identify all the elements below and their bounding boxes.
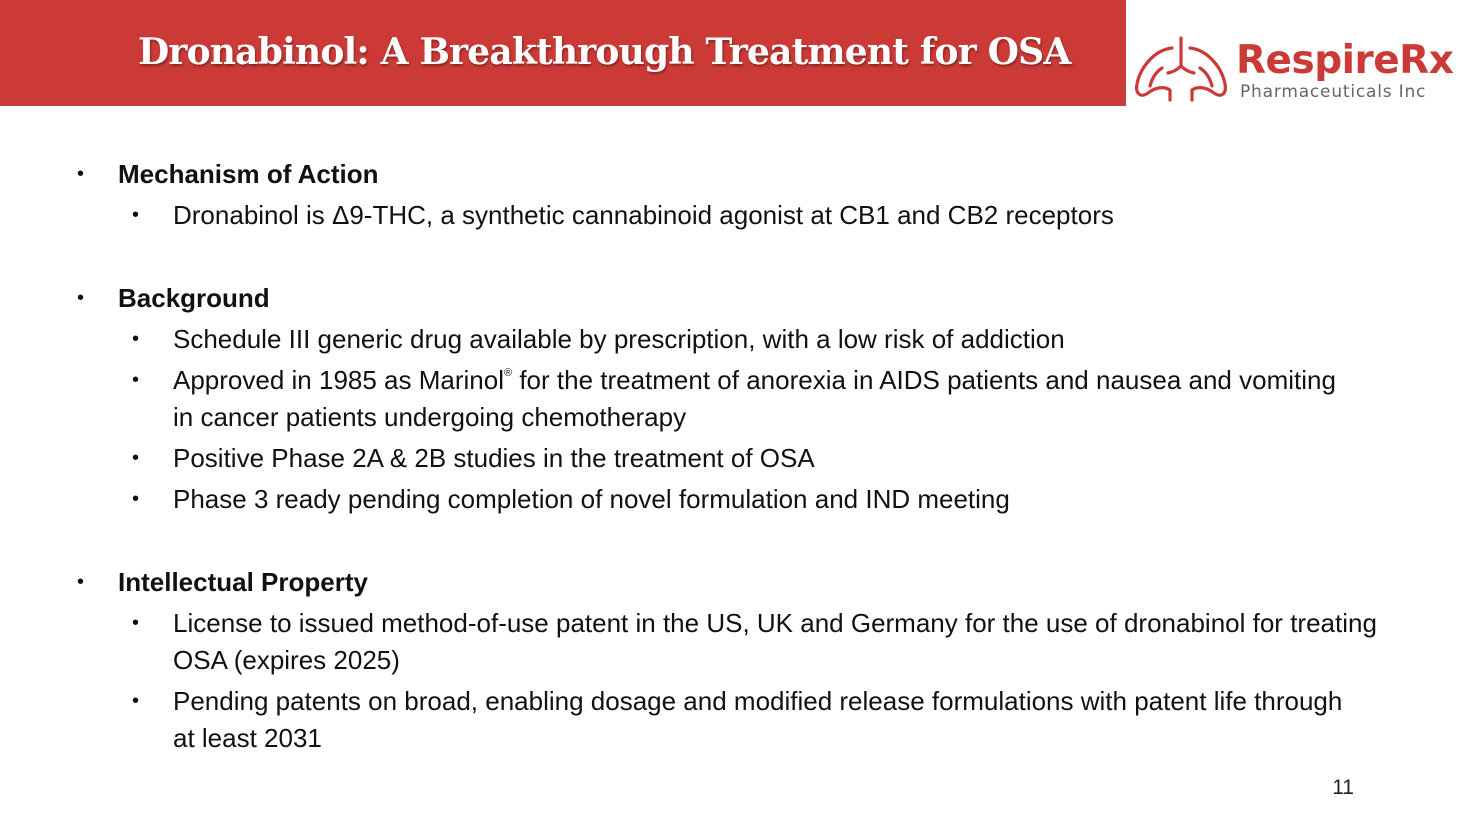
list-item bbox=[173, 362, 1353, 436]
bullet-icon: • bbox=[132, 488, 140, 510]
list-item-text-continued: for the treatment of anorexia in AIDS patients and nausea and vomiting in cancer patients undergoing chemotherapy bbox=[173, 365, 1336, 432]
registered-mark: ® bbox=[503, 367, 513, 379]
slide-title: Dronabinol: A Breakthrough Treatment for OSA bbox=[138, 31, 1071, 73]
bullet-icon: • bbox=[132, 612, 140, 634]
list-item-text: Approved in 1985 as Marinol bbox=[173, 365, 504, 395]
bullet-icon: • bbox=[132, 447, 140, 469]
list-item: Positive Phase 2A & 2B studies in the treatment of OSA bbox=[173, 443, 815, 473]
section-heading-mechanism: Mechanism of Action bbox=[118, 159, 379, 189]
bullet-icon: • bbox=[77, 163, 85, 185]
list-item: Phase 3 ready pending completion of novel formulation and IND meeting bbox=[173, 484, 1010, 514]
brand-name: RespireRx bbox=[1236, 38, 1454, 83]
section-heading-background: Background bbox=[118, 283, 270, 313]
page-number: 11 bbox=[1332, 776, 1354, 799]
brand-subtitle: Pharmaceuticals Inc bbox=[1240, 82, 1427, 102]
bullet-icon: • bbox=[77, 571, 85, 593]
bullet-icon: • bbox=[132, 369, 140, 391]
bullet-icon: • bbox=[132, 204, 140, 226]
bullet-icon: • bbox=[132, 328, 140, 350]
bullet-icon: • bbox=[77, 287, 85, 309]
list-item: Pending patents on broad, enabling dosage and modified release formulations with patent life through at least 2031 bbox=[173, 686, 1343, 753]
bullet-icon: • bbox=[132, 690, 140, 712]
list-item: Dronabinol is Δ9-THC, a synthetic cannabinoid agonist at CB1 and CB2 receptors bbox=[173, 200, 1114, 230]
list-item: License to issued method-of-use patent in the US, UK and Germany for the use of dronabinol for treating OSA (expires 2025) bbox=[173, 608, 1377, 675]
section-heading-ip: Intellectual Property bbox=[118, 567, 368, 597]
list-item: Schedule III generic drug available by prescription, with a low risk of addiction bbox=[173, 324, 1065, 354]
